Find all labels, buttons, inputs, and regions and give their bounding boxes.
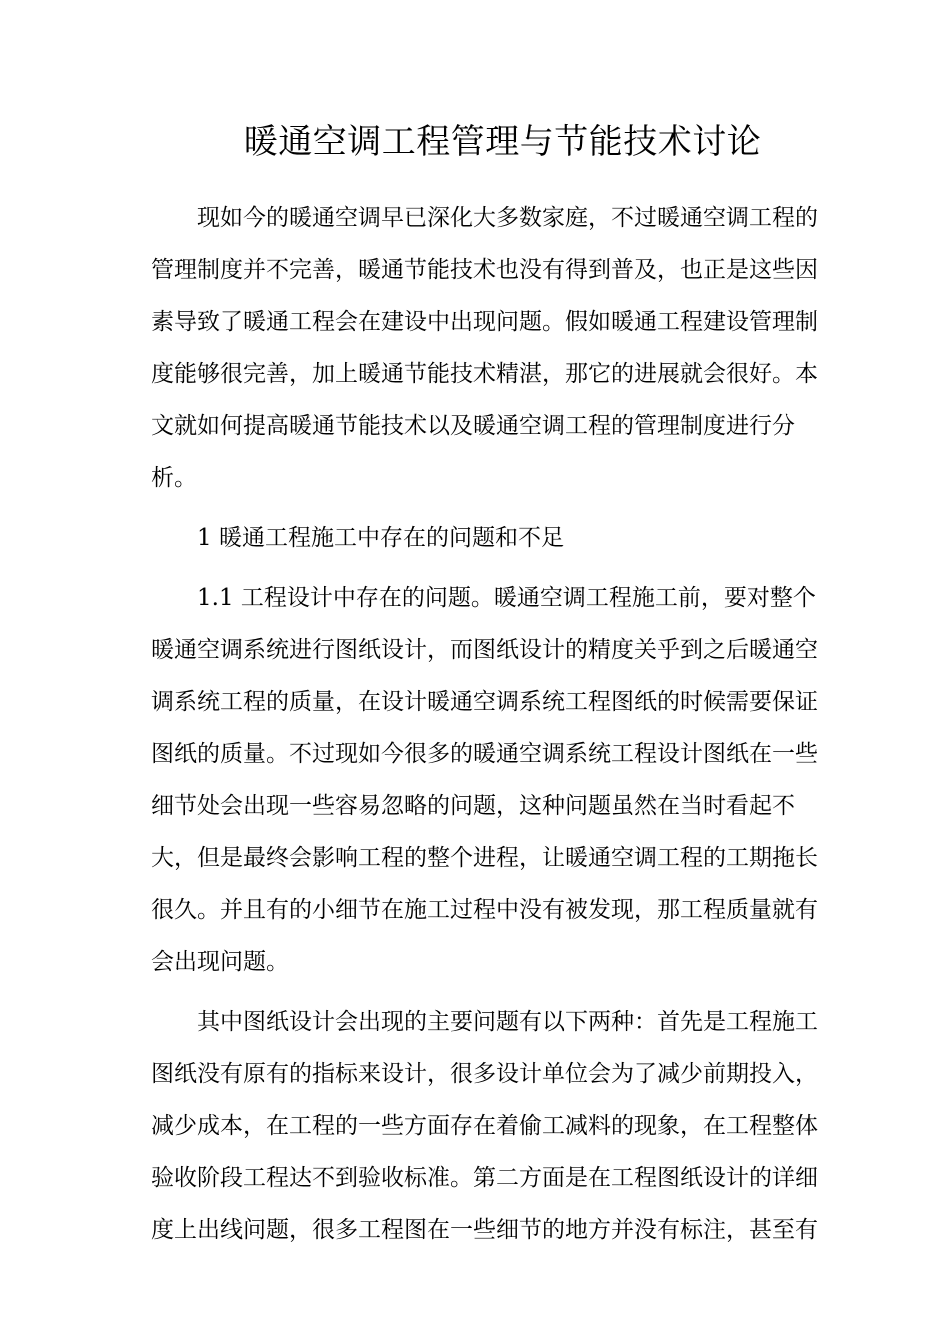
paragraph-1-line-3: 素导致了暖通工程会在建设中出现问题。假如暖通工程建设管理制: [151, 309, 818, 335]
paragraph-2-line-7: 很久。并且有的小细节在施工过程中没有被发现，那工程质量就有: [151, 897, 818, 923]
paragraph-2-line-3: 调系统工程的质量，在设计暖通空调系统工程图纸的时候需要保证: [151, 689, 818, 715]
paragraph-2-line-5: 细节处会出现一些容易忽略的问题，这种问题虽然在当时看起不: [151, 793, 795, 819]
paragraph-1-line-2: 管理制度并不完善，暖通节能技术也没有得到普及，也正是这些因: [151, 257, 818, 283]
paragraph-1-line-4: 度能够很完善，加上暖通节能技术精湛，那它的进展就会很好。本: [151, 361, 818, 387]
document-body: [151, 192, 818, 1256]
paragraph-3-line-2: 图纸没有原有的指标来设计，很多设计单位会为了减少前期投入，: [151, 1061, 818, 1087]
paragraph-3-line-5: 度上出线问题，很多工程图在一些细节的地方并没有标注，甚至有: [151, 1217, 818, 1243]
paragraph-2-line-4: 图纸的质量。不过现如今很多的暖通空调系统工程设计图纸在一些: [151, 741, 818, 767]
section-heading-1: 1 暖通工程施工中存在的问题和不足: [197, 525, 564, 551]
paragraph-2-line-2: 暖通空调系统进行图纸设计，而图纸设计的精度关乎到之后暖通空: [151, 637, 818, 663]
document-title: 暖通空调工程管理与节能技术讨论: [243, 122, 762, 162]
paragraph-1-line-1: 现如今的暖通空调早已深化大多数家庭，不过暖通空调工程的: [197, 205, 818, 231]
paragraph-2-line-8: 会出现问题。: [151, 949, 289, 975]
paragraph-3-line-4: 验收阶段工程达不到验收标准。第二方面是在工程图纸设计的详细: [151, 1165, 818, 1191]
paragraph-1-line-6: 析。: [151, 465, 197, 491]
paragraph-3-line-1: 其中图纸设计会出现的主要问题有以下两种：首先是工程施工: [197, 1009, 818, 1035]
paragraph-3-line-3: 减少成本，在工程的一些方面存在着偷工减料的现象，在工程整体: [151, 1113, 818, 1139]
paragraph-1-line-5: 文就如何提高暖通节能技术以及暖通空调工程的管理制度进行分: [151, 413, 795, 439]
paragraph-2-line-1: 1.1 工程设计中存在的问题。暖通空调工程施工前，要对整个: [197, 585, 816, 611]
paragraph-2-line-6: 大，但是最终会影响工程的整个进程，让暖通空调工程的工期拖长: [151, 845, 818, 871]
